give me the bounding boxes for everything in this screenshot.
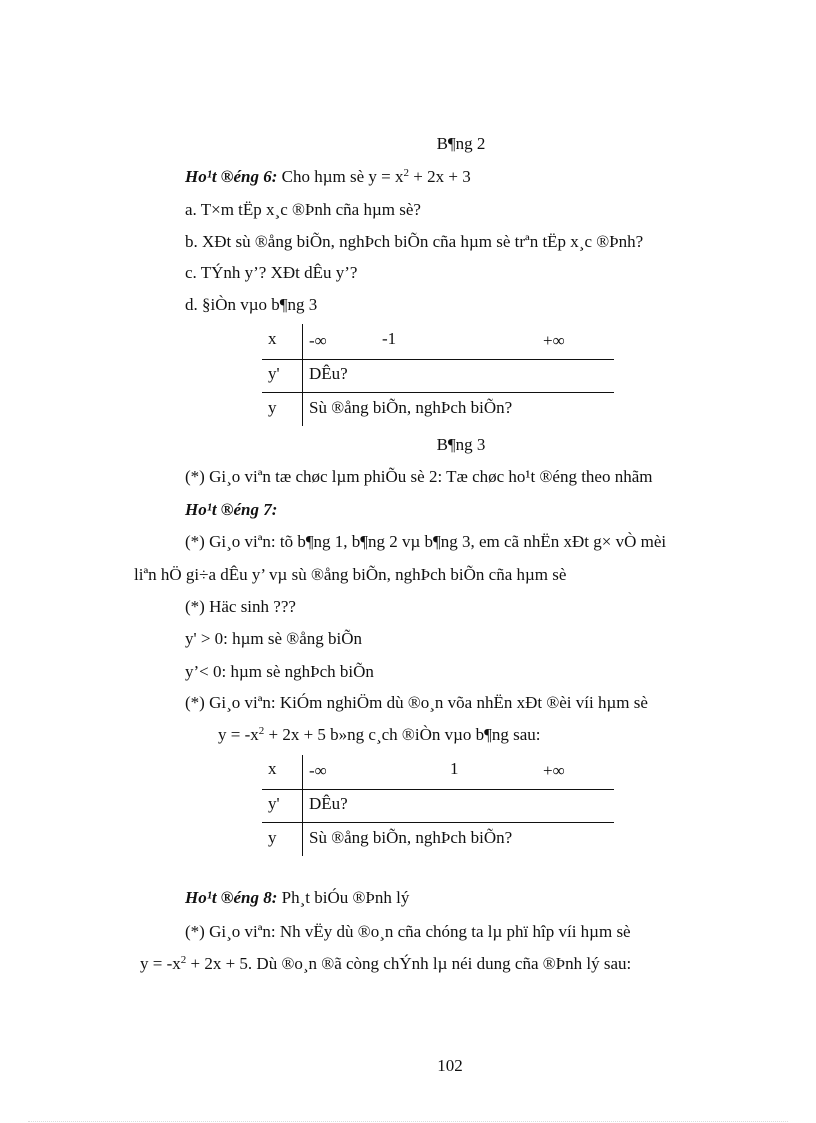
x-label: x: [268, 759, 277, 778]
activity-6-text: Cho hµm sè y = x: [277, 167, 404, 186]
question-a: a. T×m tËp x¸c ®Þnh cña hµm sè?: [185, 200, 421, 219]
conclusion-text: y = -x: [140, 954, 181, 973]
critical-point: 1: [450, 759, 459, 778]
activity-6-label: Ho¹t ®éng 6:: [185, 167, 278, 186]
question-d: d. §iÒn vµo b¶ng 3: [185, 295, 318, 314]
y-prime-label: y': [268, 364, 280, 383]
table-caption-3: B¶ng 3: [436, 435, 486, 454]
conclusion-exponent: 2: [180, 954, 187, 966]
function-text-end: + 2x + 5 b»ng c¸ch ®iÒn vµo b¶ng sau:: [264, 725, 541, 744]
function-line: [218, 724, 540, 746]
activity-6-line: [185, 166, 471, 188]
plus-infinity: +∞: [543, 331, 565, 350]
activity-8-line: [185, 887, 409, 909]
activity-6-text-end: + 2x + 3: [409, 167, 471, 186]
variation-table-2: [262, 755, 614, 856]
table-divider: [302, 755, 303, 856]
x-label: x: [268, 329, 277, 348]
critical-point: -1: [382, 329, 397, 348]
y-label: y: [268, 828, 277, 847]
conclusion-text-end: + 2x + 5. Dù ®o¸n ®ã còng chÝnh lµ néi dung cña ®Þnh lý sau:: [186, 954, 632, 973]
teacher-conclusion: (*) Gi¸o viªn: Nh vËy dù ®o¸n cña chóng ta lµ phï hîp víi hµm sè: [185, 922, 631, 941]
teacher-question-cont: liªn hÖ gi÷a dÊu y’ vµ sù ®ång biÕn, nghÞch biÕn cña hµm sè: [134, 565, 567, 584]
conclusion-function-line: [140, 953, 631, 975]
activity-8-text: Ph¸t biÓu ®Þnh lý: [277, 888, 410, 907]
plus-infinity: +∞: [543, 761, 565, 780]
table-rule: [262, 392, 614, 393]
function-text: y = -x: [218, 725, 259, 744]
activity-7-label: Ho¹t ®éng 7:: [185, 500, 278, 519]
variation-table-1: [262, 324, 614, 426]
activity-6-exponent: 2: [403, 167, 410, 179]
y-prime-label: y': [268, 794, 280, 813]
teacher-verify: (*) Gi¸o viªn: KiÓm nghiÖm dù ®o¸n võa nhËn xÐt ®èi víi hµm sè: [185, 693, 648, 712]
sign-placeholder: DÊu?: [309, 794, 348, 813]
monotonicity-placeholder: Sù ®ång biÕn, nghÞch biÕn?: [309, 398, 513, 417]
table-divider: [302, 324, 303, 426]
question-c: c. TÝnh y’? XÐt dÊu y’?: [185, 263, 358, 282]
monotonicity-placeholder: Sù ®ång biÕn, nghÞch biÕn?: [309, 828, 513, 847]
minus-infinity: -∞: [309, 331, 327, 350]
minus-infinity: -∞: [309, 761, 327, 780]
page-bottom-divider: [28, 1121, 788, 1122]
question-b: b. XÐt sù ®ång biÕn, nghÞch biÕn cña hµm sè trªn tËp x¸c ®Þnh?: [185, 232, 644, 251]
teacher-instruction: (*) Gi¸o viªn tæ chøc lµm phiÕu sè 2: Tæ chøc ho¹t ®éng theo nhãm: [185, 467, 653, 486]
activity-8-label: Ho¹t ®éng 8:: [185, 888, 278, 907]
teacher-question: (*) Gi¸o viªn: tõ b¶ng 1, b¶ng 2 vµ b¶ng 3, em cã nhËn xÐt g× vÒ mèi: [185, 532, 667, 551]
sign-placeholder: DÊu?: [309, 364, 348, 383]
function-exponent: 2: [258, 725, 265, 737]
student-response: (*) Häc sinh ???: [185, 597, 296, 616]
page-number: 102: [437, 1056, 463, 1075]
table-rule: [262, 359, 614, 360]
table-rule: [262, 822, 614, 823]
y-label: y: [268, 398, 277, 417]
rule-decreasing: y’< 0: hµm sè nghÞch biÕn: [185, 662, 374, 681]
table-rule: [262, 789, 614, 790]
table-caption-2: B¶ng 2: [436, 134, 486, 153]
rule-increasing: y' > 0: hµm sè ®ång biÕn: [185, 629, 363, 648]
